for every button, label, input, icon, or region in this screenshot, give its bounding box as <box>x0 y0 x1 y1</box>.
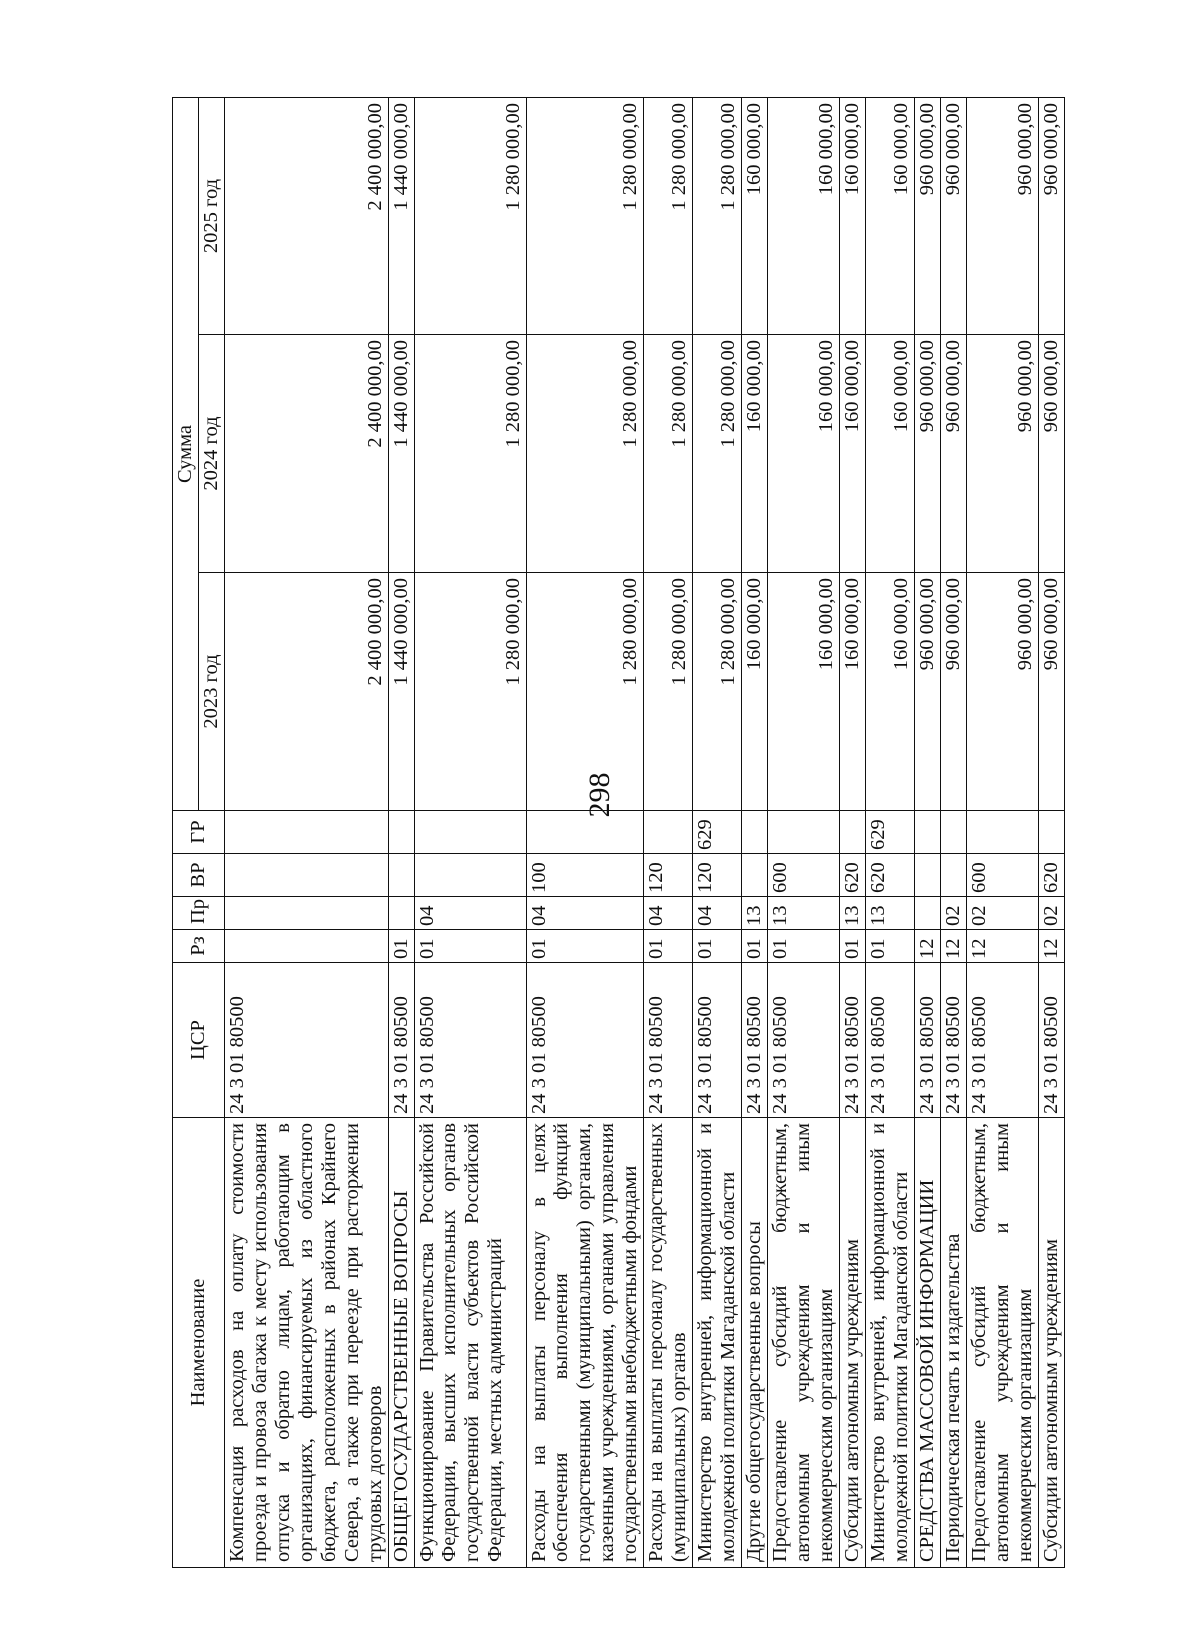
table-row <box>914 98 940 1568</box>
table-row <box>414 98 526 1568</box>
cell-pr: 13 <box>742 897 768 930</box>
table-row <box>768 98 840 1568</box>
cell-vr: 620 <box>839 854 865 897</box>
table-body <box>224 98 1064 1568</box>
cell-gr <box>224 811 388 854</box>
cell-y2024: 160 000,00 <box>768 335 840 573</box>
header-year-2024: 2024 год <box>198 335 224 573</box>
cell-gr <box>742 811 768 854</box>
cell-y2023: 1 280 000,00 <box>414 573 526 811</box>
header-year-2025: 2025 год <box>198 98 224 335</box>
cell-y2024: 960 000,00 <box>914 335 940 573</box>
table-header <box>173 98 225 1568</box>
cell-pr: 04 <box>526 897 644 930</box>
cell-name: Предоставление субсидий бюджетным, автономным учреждениям и иным некоммерческим организациям <box>966 1118 1038 1568</box>
cell-vr <box>388 854 414 897</box>
cell-name: Предоставление субсидий бюджетным, автономным учреждениям и иным некоммерческим организациям <box>768 1118 840 1568</box>
cell-pr: 02 <box>1038 897 1064 930</box>
cell-rz <box>224 930 388 963</box>
header-rz: Рз <box>173 930 225 963</box>
cell-csr: 24 3 01 80500 <box>914 963 940 1118</box>
table-row <box>966 98 1038 1568</box>
cell-y2024: 1 440 000,00 <box>388 335 414 573</box>
cell-csr: 24 3 01 80500 <box>839 963 865 1118</box>
table-row <box>526 98 644 1568</box>
cell-gr <box>1038 811 1064 854</box>
cell-y2025: 160 000,00 <box>865 98 914 335</box>
cell-gr: 629 <box>693 811 742 854</box>
cell-name: Министерство внутренней, информационной и молодежной политики Магаданской области <box>865 1118 914 1568</box>
header-vr: ВР <box>173 854 225 897</box>
cell-csr: 24 3 01 80500 <box>940 963 966 1118</box>
table-row <box>388 98 414 1568</box>
cell-y2024: 160 000,00 <box>742 335 768 573</box>
header-name: Наименование <box>173 1118 225 1568</box>
cell-y2025: 960 000,00 <box>966 98 1038 335</box>
cell-y2024: 160 000,00 <box>865 335 914 573</box>
cell-y2023: 1 280 000,00 <box>526 573 644 811</box>
cell-rz: 12 <box>914 930 940 963</box>
cell-pr: 04 <box>693 897 742 930</box>
cell-gr <box>526 811 644 854</box>
cell-name: Другие общегосударственные вопросы <box>742 1118 768 1568</box>
cell-csr: 24 3 01 80500 <box>414 963 526 1118</box>
cell-gr <box>768 811 840 854</box>
table-row <box>839 98 865 1568</box>
cell-y2023: 1 280 000,00 <box>693 573 742 811</box>
budget-table <box>172 97 1065 1568</box>
table-frame <box>172 98 1062 1568</box>
cell-rz: 12 <box>966 930 1038 963</box>
cell-y2024: 960 000,00 <box>966 335 1038 573</box>
cell-csr: 24 3 01 80500 <box>768 963 840 1118</box>
cell-csr: 24 3 01 80500 <box>644 963 693 1118</box>
cell-rz: 12 <box>940 930 966 963</box>
cell-rz: 01 <box>839 930 865 963</box>
cell-rz: 01 <box>693 930 742 963</box>
cell-pr <box>388 897 414 930</box>
cell-rz: 01 <box>526 930 644 963</box>
cell-name: Субсидии автономным учреждениям <box>839 1118 865 1568</box>
cell-y2023: 160 000,00 <box>865 573 914 811</box>
cell-gr <box>839 811 865 854</box>
header-pr: Пр <box>173 897 225 930</box>
cell-y2023: 960 000,00 <box>1038 573 1064 811</box>
cell-y2023: 2 400 000,00 <box>224 573 388 811</box>
cell-name: ОБЩЕГОСУДАРСТВЕННЫЕ ВОПРОСЫ <box>388 1118 414 1568</box>
cell-rz: 01 <box>414 930 526 963</box>
cell-y2023: 960 000,00 <box>966 573 1038 811</box>
cell-csr: 24 3 01 80500 <box>224 963 388 1118</box>
cell-pr: 04 <box>644 897 693 930</box>
cell-vr <box>940 854 966 897</box>
cell-pr <box>224 897 388 930</box>
cell-name: Министерство внутренней, информационной и молодежной политики Магаданской области <box>693 1118 742 1568</box>
cell-vr: 120 <box>693 854 742 897</box>
cell-rz: 01 <box>742 930 768 963</box>
cell-gr <box>388 811 414 854</box>
cell-pr: 13 <box>768 897 840 930</box>
table-row <box>742 98 768 1568</box>
cell-name: Функционирование Правительства Российской Федерации, высших исполнительных органов государственной власти субъектов Российской Федерации, местных администраций <box>414 1118 526 1568</box>
cell-rz: 01 <box>865 930 914 963</box>
cell-rz: 01 <box>768 930 840 963</box>
cell-y2024: 1 280 000,00 <box>693 335 742 573</box>
cell-gr <box>940 811 966 854</box>
cell-y2024: 160 000,00 <box>839 335 865 573</box>
cell-vr: 120 <box>644 854 693 897</box>
cell-csr: 24 3 01 80500 <box>1038 963 1064 1118</box>
cell-y2023: 160 000,00 <box>742 573 768 811</box>
cell-y2023: 960 000,00 <box>914 573 940 811</box>
cell-gr: 629 <box>865 811 914 854</box>
cell-csr: 24 3 01 80500 <box>388 963 414 1118</box>
cell-y2024: 960 000,00 <box>1038 335 1064 573</box>
page-number: 298 <box>583 772 616 818</box>
cell-name: СРЕДСТВА МАССОВОЙ ИНФОРМАЦИИ <box>914 1118 940 1568</box>
cell-pr: 13 <box>839 897 865 930</box>
cell-csr: 24 3 01 80500 <box>966 963 1038 1118</box>
cell-vr: 600 <box>966 854 1038 897</box>
cell-y2025: 1 280 000,00 <box>693 98 742 335</box>
cell-y2023: 160 000,00 <box>768 573 840 811</box>
cell-y2023: 960 000,00 <box>940 573 966 811</box>
rotated-table-container <box>172 98 1062 1568</box>
cell-y2025: 960 000,00 <box>1038 98 1064 335</box>
table-row <box>865 98 914 1568</box>
table-row <box>224 98 388 1568</box>
cell-csr: 24 3 01 80500 <box>526 963 644 1118</box>
cell-gr <box>966 811 1038 854</box>
header-sum: Сумма <box>173 98 199 811</box>
cell-gr <box>644 811 693 854</box>
cell-y2025: 960 000,00 <box>940 98 966 335</box>
header-gr: ГР <box>173 811 225 854</box>
cell-vr: 100 <box>526 854 644 897</box>
cell-vr: 620 <box>1038 854 1064 897</box>
cell-name: Расходы на выплаты персоналу государственных (муниципальных) органов <box>644 1118 693 1568</box>
cell-rz: 12 <box>1038 930 1064 963</box>
cell-y2025: 1 280 000,00 <box>644 98 693 335</box>
cell-pr: 02 <box>940 897 966 930</box>
cell-name: Субсидии автономным учреждениям <box>1038 1118 1064 1568</box>
cell-y2025: 2 400 000,00 <box>224 98 388 335</box>
cell-y2023: 160 000,00 <box>839 573 865 811</box>
cell-y2024: 1 280 000,00 <box>526 335 644 573</box>
cell-pr <box>914 897 940 930</box>
cell-y2025: 160 000,00 <box>839 98 865 335</box>
cell-y2024: 960 000,00 <box>940 335 966 573</box>
cell-vr: 600 <box>768 854 840 897</box>
cell-pr: 13 <box>865 897 914 930</box>
cell-y2025: 160 000,00 <box>768 98 840 335</box>
cell-gr <box>414 811 526 854</box>
cell-rz: 01 <box>644 930 693 963</box>
table-row <box>940 98 966 1568</box>
table-row <box>693 98 742 1568</box>
cell-y2024: 2 400 000,00 <box>224 335 388 573</box>
header-csr: ЦСР <box>173 963 225 1118</box>
cell-csr: 24 3 01 80500 <box>865 963 914 1118</box>
cell-name: Компенсация расходов на оплату стоимости проезда и провоза багажа к месту использования отпуска и обратно лицам, работающим в организациях, финансируемых из областного бюджета, расположенных в районах Крайнего Севера, а также при переезде при расторжении трудовых договоров <box>224 1118 388 1568</box>
cell-name: Периодическая печать и издательства <box>940 1118 966 1568</box>
cell-y2023: 1 440 000,00 <box>388 573 414 811</box>
cell-pr: 02 <box>966 897 1038 930</box>
cell-csr: 24 3 01 80500 <box>742 963 768 1118</box>
cell-y2024: 1 280 000,00 <box>644 335 693 573</box>
cell-vr <box>224 854 388 897</box>
cell-y2025: 160 000,00 <box>742 98 768 335</box>
cell-gr <box>914 811 940 854</box>
cell-y2023: 1 280 000,00 <box>644 573 693 811</box>
cell-y2024: 1 280 000,00 <box>414 335 526 573</box>
cell-y2025: 1 440 000,00 <box>388 98 414 335</box>
cell-pr: 04 <box>414 897 526 930</box>
cell-y2025: 1 280 000,00 <box>526 98 644 335</box>
header-year-2023: 2023 год <box>198 573 224 811</box>
cell-y2025: 1 280 000,00 <box>414 98 526 335</box>
cell-csr: 24 3 01 80500 <box>693 963 742 1118</box>
cell-y2025: 960 000,00 <box>914 98 940 335</box>
cell-vr: 620 <box>865 854 914 897</box>
cell-rz: 01 <box>388 930 414 963</box>
cell-name: Расходы на выплаты персоналу в целях обеспечения выполнения функций государственными (муниципальными) органами, казенными учреждениями, органами управления государственными внебюджетными фондами <box>526 1118 644 1568</box>
cell-vr <box>742 854 768 897</box>
table-row <box>644 98 693 1568</box>
table-row <box>1038 98 1064 1568</box>
cell-vr <box>914 854 940 897</box>
cell-vr <box>414 854 526 897</box>
